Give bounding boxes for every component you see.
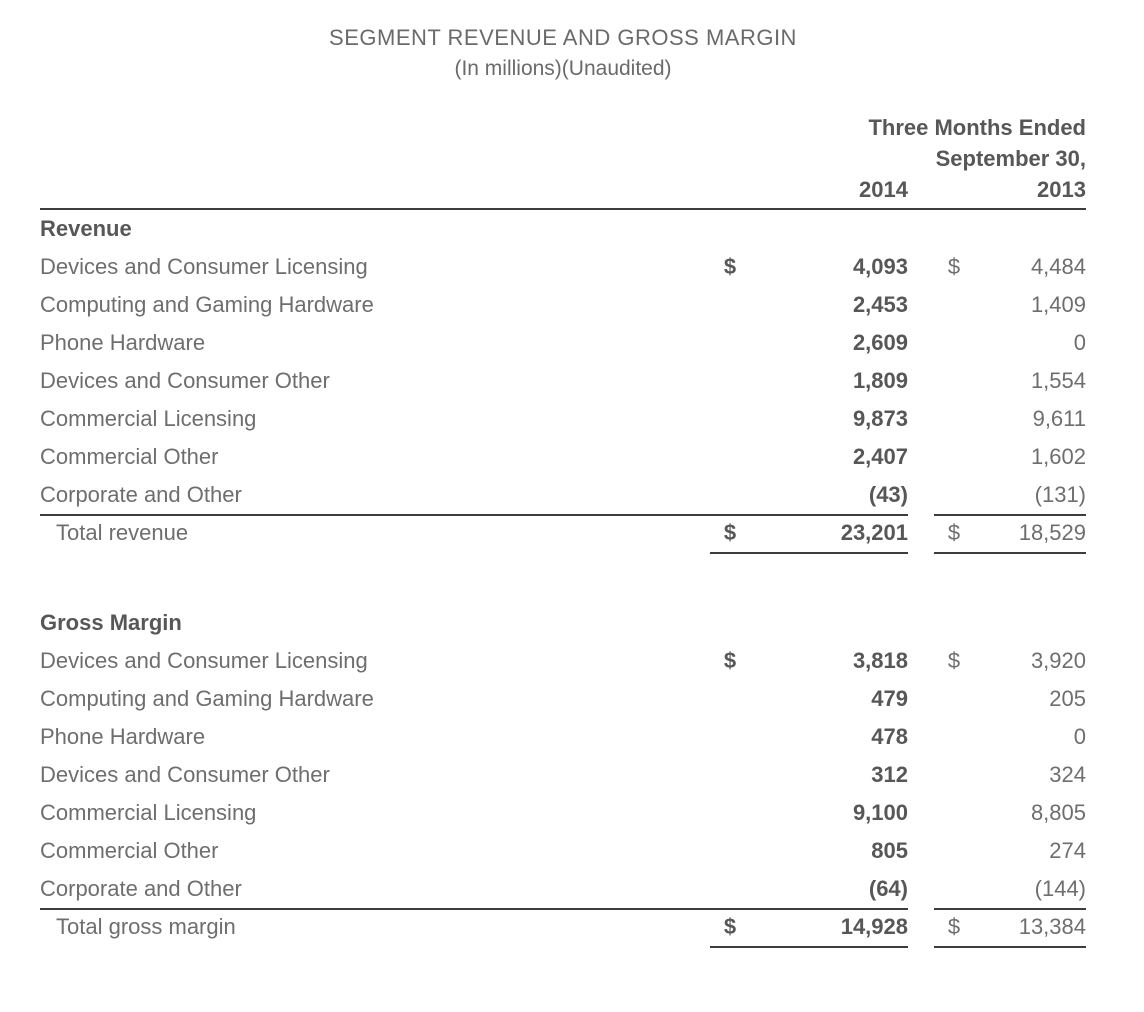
table-row <box>40 756 1086 794</box>
dollar-sign-2014: $ <box>710 514 750 554</box>
table-row <box>40 362 1086 400</box>
value-2013: 1,602 <box>1030 444 1086 469</box>
dollar-sign-2013 <box>934 476 974 516</box>
value-2014: 2,609 <box>852 330 908 355</box>
value-2013: 9,611 <box>1032 406 1086 431</box>
dollar-sign-2013 <box>934 756 974 794</box>
dollar-sign-2014 <box>710 718 750 756</box>
value-2014: 805 <box>871 838 908 863</box>
section-title: Gross Margin <box>40 610 182 635</box>
table-row <box>40 794 1086 832</box>
row-label: Commercial Licensing <box>40 800 257 825</box>
value-2014: 2,453 <box>852 292 908 317</box>
value-2013: 205 <box>1049 686 1086 711</box>
total-value-2013: 13,384 <box>974 908 1086 948</box>
year-header-row <box>40 174 1086 210</box>
value-2014: 1,809 <box>852 368 908 393</box>
table-row <box>40 324 1086 362</box>
total-value-2013: 18,529 <box>974 514 1086 554</box>
dollar-sign-2013 <box>934 870 974 910</box>
value-2013: 0 <box>1073 724 1086 749</box>
table-row <box>40 400 1086 438</box>
value-2013: (131) <box>974 476 1086 516</box>
value-2014: 479 <box>871 686 908 711</box>
value-2013: (144) <box>974 870 1086 910</box>
table-row <box>40 476 1086 514</box>
table-row <box>40 286 1086 324</box>
table-row <box>40 248 1086 286</box>
value-2013: 8,805 <box>1030 800 1086 825</box>
value-2014: 312 <box>871 762 908 787</box>
dollar-sign-2014 <box>710 680 750 718</box>
total-label: Total gross margin <box>56 914 236 939</box>
dollar-sign-2013 <box>934 680 974 718</box>
section-header-row-gross-margin <box>40 604 1086 642</box>
dollar-sign-2013 <box>934 832 974 870</box>
row-label: Commercial Other <box>40 838 219 863</box>
value-2013: 1,554 <box>1030 368 1086 393</box>
row-label: Phone Hardware <box>40 330 206 355</box>
table-row <box>40 680 1086 718</box>
table-row <box>40 718 1086 756</box>
dollar-sign-2014 <box>710 832 750 870</box>
value-2013: 3,920 <box>1030 648 1086 673</box>
value-2014: (64) <box>750 870 908 910</box>
dollar-sign-2014 <box>710 794 750 832</box>
dollar-sign-2014 <box>710 324 750 362</box>
value-2013: 324 <box>1049 762 1086 787</box>
total-row <box>40 514 1086 552</box>
section-gap <box>40 552 1086 604</box>
segment-table <box>40 112 1086 946</box>
dollar-sign-2014 <box>710 286 750 324</box>
table-row <box>40 832 1086 870</box>
title-block <box>40 22 1086 84</box>
table-row <box>40 642 1086 680</box>
dollar-sign-2014 <box>710 400 750 438</box>
dollar-sign-2013 <box>934 324 974 362</box>
dollar-sign-2013 <box>934 400 974 438</box>
dollar-sign-2014: $ <box>710 908 750 948</box>
dollar-sign-2014: $ <box>723 254 737 279</box>
row-label: Commercial Licensing <box>40 406 257 431</box>
row-label: Devices and Consumer Licensing <box>40 254 368 279</box>
dollar-sign-2014 <box>710 476 750 516</box>
page-title: SEGMENT REVENUE AND GROSS MARGIN <box>329 25 797 50</box>
dollar-sign-2013 <box>934 794 974 832</box>
row-label: Computing and Gaming Hardware <box>40 292 374 317</box>
value-2013: 1,409 <box>1030 292 1086 317</box>
table-row <box>40 438 1086 476</box>
value-2013: 4,484 <box>1030 254 1086 279</box>
dollar-sign-2013 <box>934 362 974 400</box>
year-column-2014: 2014 <box>859 177 908 202</box>
dollar-sign-2013: $ <box>934 514 974 554</box>
row-label: Computing and Gaming Hardware <box>40 686 374 711</box>
total-value-2014: 23,201 <box>750 514 908 554</box>
section-title: Revenue <box>40 216 132 241</box>
value-2014: 4,093 <box>852 254 908 279</box>
dollar-sign-2014 <box>710 362 750 400</box>
dollar-sign-2014: $ <box>723 648 737 673</box>
dollar-sign-2013 <box>934 438 974 476</box>
row-label: Corporate and Other <box>40 870 710 910</box>
total-label: Total revenue <box>56 520 189 545</box>
row-label: Devices and Consumer Licensing <box>40 648 368 673</box>
period-header-line2: September 30, <box>935 146 1086 171</box>
value-2014: 478 <box>871 724 908 749</box>
value-2013: 0 <box>1073 330 1086 355</box>
row-label: Devices and Consumer Other <box>40 762 330 787</box>
table-row <box>40 870 1086 908</box>
dollar-sign-2014 <box>710 870 750 910</box>
total-value-2014: 14,928 <box>750 908 908 948</box>
dollar-sign-2013: $ <box>947 648 961 673</box>
value-2014: 9,100 <box>852 800 908 825</box>
row-label: Commercial Other <box>40 444 219 469</box>
period-header-line1: Three Months Ended <box>868 115 1086 140</box>
dollar-sign-2014 <box>710 438 750 476</box>
row-label: Devices and Consumer Other <box>40 368 330 393</box>
dollar-sign-2013 <box>934 286 974 324</box>
value-2014: 2,407 <box>852 444 908 469</box>
value-2014: 3,818 <box>852 648 908 673</box>
dollar-sign-2013: $ <box>934 908 974 948</box>
value-2014: 9,873 <box>852 406 908 431</box>
value-2014: (43) <box>750 476 908 516</box>
dollar-sign-2013: $ <box>947 254 961 279</box>
year-column-2013: 2013 <box>1037 177 1086 202</box>
table-body <box>40 210 1086 946</box>
section-header-row-revenue <box>40 210 1086 248</box>
total-row <box>40 908 1086 946</box>
row-label: Corporate and Other <box>40 476 710 516</box>
dollar-sign-2013 <box>934 718 974 756</box>
value-2013: 274 <box>1049 838 1086 863</box>
row-label: Phone Hardware <box>40 724 206 749</box>
dollar-sign-2014 <box>710 756 750 794</box>
page-subtitle: (In millions)(Unaudited) <box>454 57 672 80</box>
